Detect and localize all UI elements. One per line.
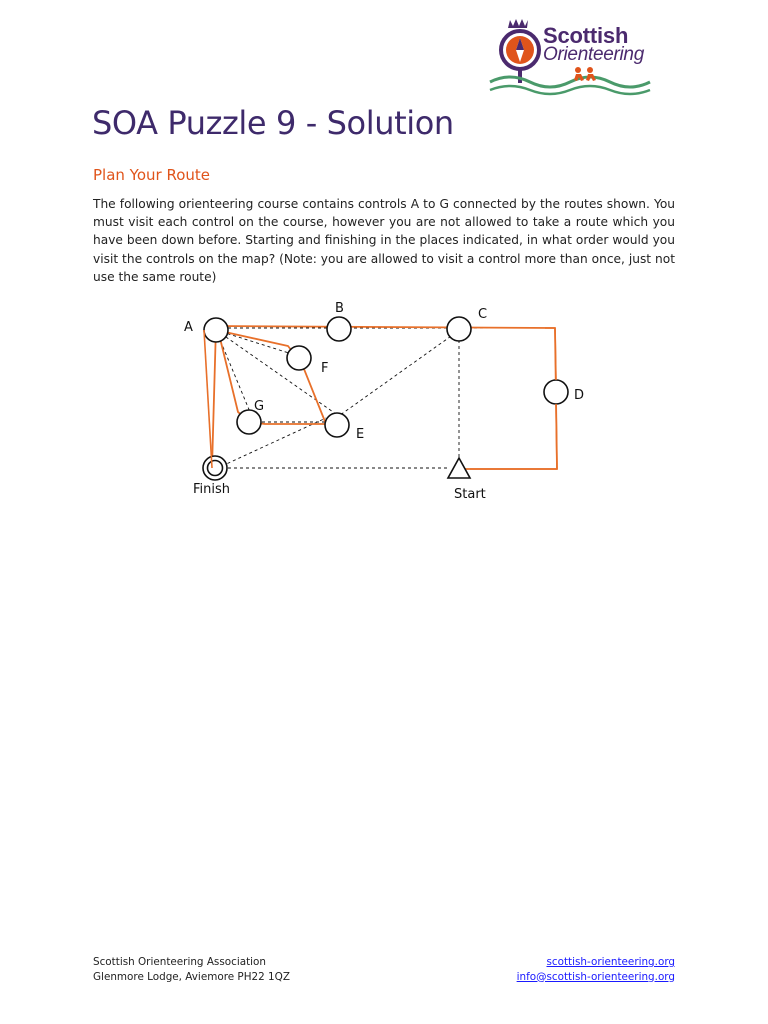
label-start: Start — [454, 487, 486, 502]
footer-address: Glenmore Lodge, Aviemore PH22 1QZ — [93, 970, 290, 983]
solution-route — [212, 326, 557, 469]
website-link[interactable]: scottish-orienteering.org — [546, 956, 675, 968]
label-b: B — [335, 301, 344, 316]
control-b-circle — [327, 317, 351, 341]
footer-org-name: Scottish Orienteering Association — [93, 956, 266, 968]
section-heading: Plan Your Route — [93, 166, 211, 184]
control-c-circle — [447, 317, 471, 341]
logo-text-scottish: Scottish — [543, 23, 629, 48]
logo-text-orienteering: Orienteering — [543, 44, 644, 65]
label-c: C — [478, 307, 488, 322]
course-map-diagram — [170, 296, 590, 508]
footer-links — [517, 955, 675, 984]
email-link[interactable]: info@scottish-orienteering.org — [516, 970, 675, 983]
label-e: E — [356, 427, 365, 442]
control-d-circle — [544, 380, 568, 404]
control-e-circle — [325, 413, 349, 437]
label-f: F — [321, 361, 329, 376]
label-g: G — [254, 399, 265, 414]
footer-address-block — [93, 955, 290, 984]
start-triangle — [448, 458, 470, 478]
puzzle-description: The following orienteering course contains controls A to G connected by the routes shown. You must visit each control on the course, however you are not allowed to take a route which you have been down before. Starting and finishing in the places indicated, in what order would you visit the controls on the map? (Note: you are allowed to visit a control more than once, just not use the same route) — [93, 197, 675, 284]
control-f-circle — [287, 346, 311, 370]
control-a-circle — [204, 318, 228, 342]
label-finish: Finish — [193, 482, 231, 497]
label-d: D — [574, 388, 585, 403]
route-lines-dashed — [216, 328, 550, 468]
label-a: A — [184, 320, 193, 335]
scottish-orienteering-logo — [488, 14, 678, 96]
page-title: SOA Puzzle 9 - Solution — [92, 104, 454, 142]
finish-inner-circle — [208, 461, 223, 476]
